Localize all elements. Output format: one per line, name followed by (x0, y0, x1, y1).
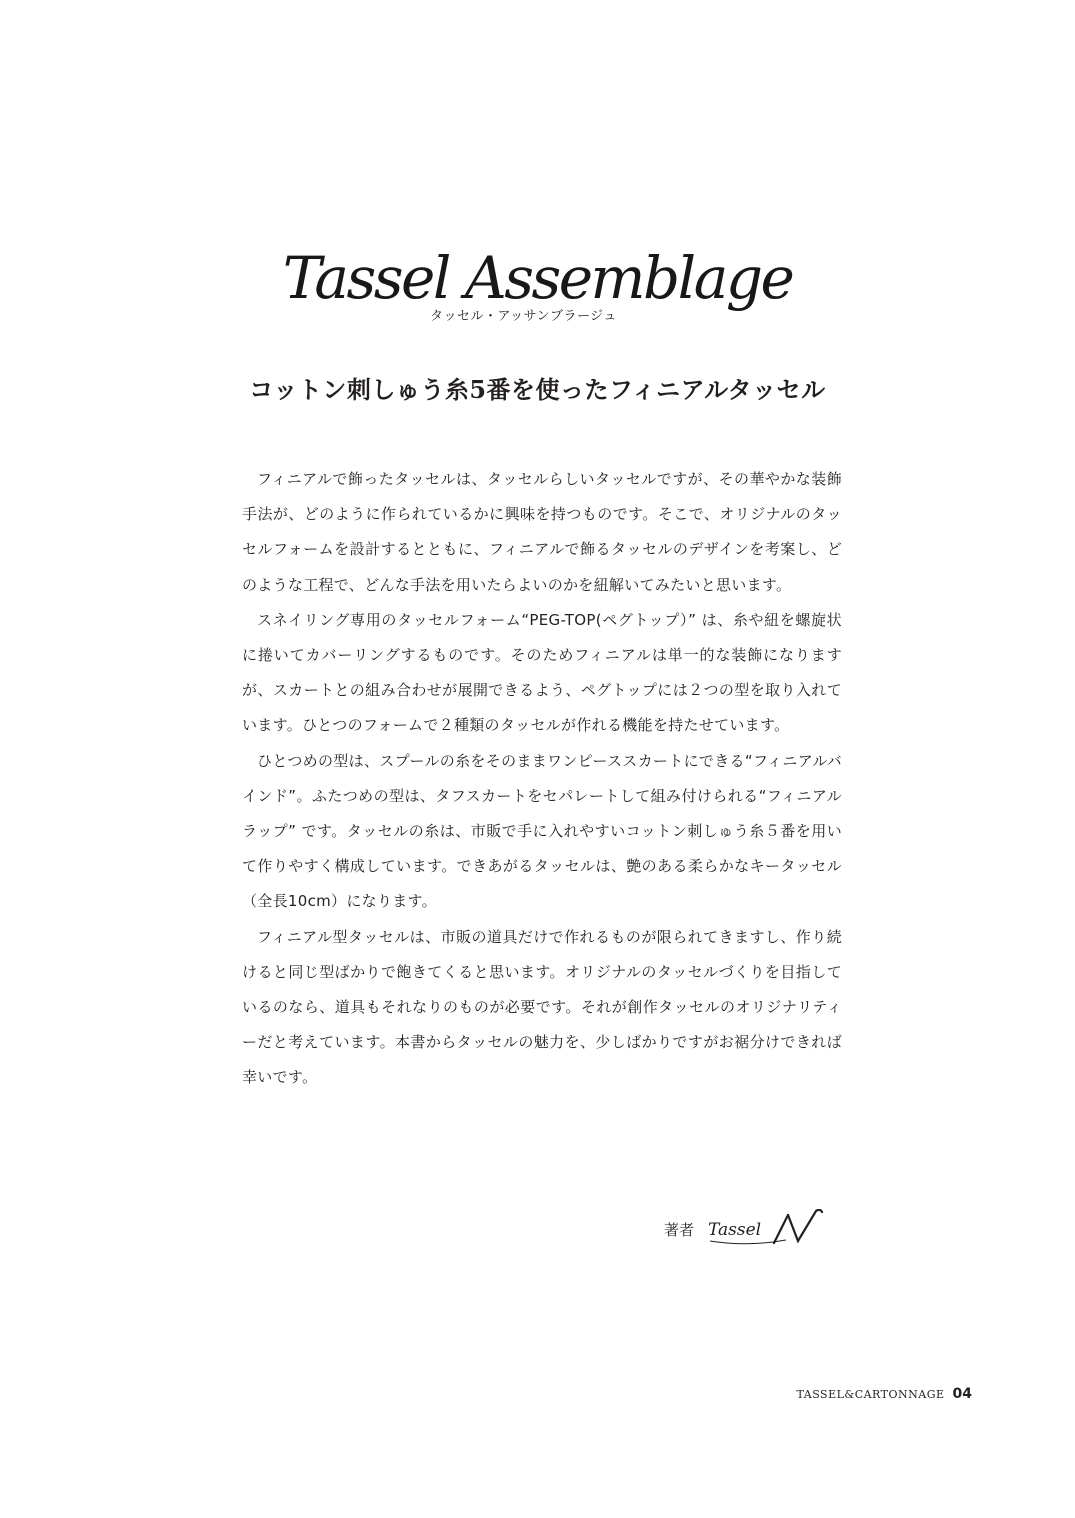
paragraph: スネイリング専用のタッセルフォーム“PEG-TOP(ペグトップ）” は、糸や紐を螺旋状に捲いてカバーリングするものです。そのためフィニアルは単一的な装飾になりますが、スカートとの組み合わせが展開できるよう、ペグトップには２つの型を取り入れています。ひとつのフォームで２種類のタッセルが作れる機能を持たせています。 (242, 610, 842, 735)
body-text (242, 462, 842, 1096)
author-credit (664, 1209, 824, 1249)
headline: コットン刺しゅう糸5番を使ったフィニアルタッセル (249, 375, 826, 404)
paragraph: フィニアル型タッセルは、市販の道具だけで作れるものが限られてきますし、作り続けると同じ型ばかりで飽きてくると思います。オリジナルのタッセルづくりを目指しているのなら、道具もそれなりのものが必要です。それが創作タッセルのオリジナリティーだと考えています。本書からタッセルの魅力を、少しばかりですがお裾分けできれば幸いです。 (242, 927, 842, 1087)
page-title: Tassel Assemblage (282, 244, 793, 312)
paragraph: フィニアルで飾ったタッセルは、タッセルらしいタッセルですが、その華やかな装飾手法が、どのように作られているかに興味を持つものです。そこで、オリジナルのタッセルフォームを設計するとともに、フィニアルで飾るタッセルのデザインを考案し、どのような工程で、どんな手法を用いたらよいのかを紐解いてみたいと思います。 (242, 470, 842, 594)
footer-brand: TASSEL&CARTONNAGE (796, 1388, 945, 1401)
author-label: 著者 (664, 1220, 695, 1239)
page-footer (797, 1386, 972, 1402)
author-signature (708, 1209, 824, 1249)
svg-text:Tassel: Tassel (708, 1220, 762, 1240)
title-kana: タッセル・アッサンブラージュ (430, 309, 617, 324)
paragraph: ひとつめの型は、スプールの糸をそのままワンピーススカートにできる“フィニアルバインド”。ふたつめの型は、タフスカートをセパレートして組み付けられる“フィニアルラップ” です。タッセルの糸は、市販で手に入れやすいコットン刺しゅう糸５番を用いて作りやすく構成しています。できあがるタッセルは、艶のある柔らかなキータッセル（全長10cm）になります。 (242, 751, 842, 911)
page-number: 04 (952, 1386, 972, 1402)
